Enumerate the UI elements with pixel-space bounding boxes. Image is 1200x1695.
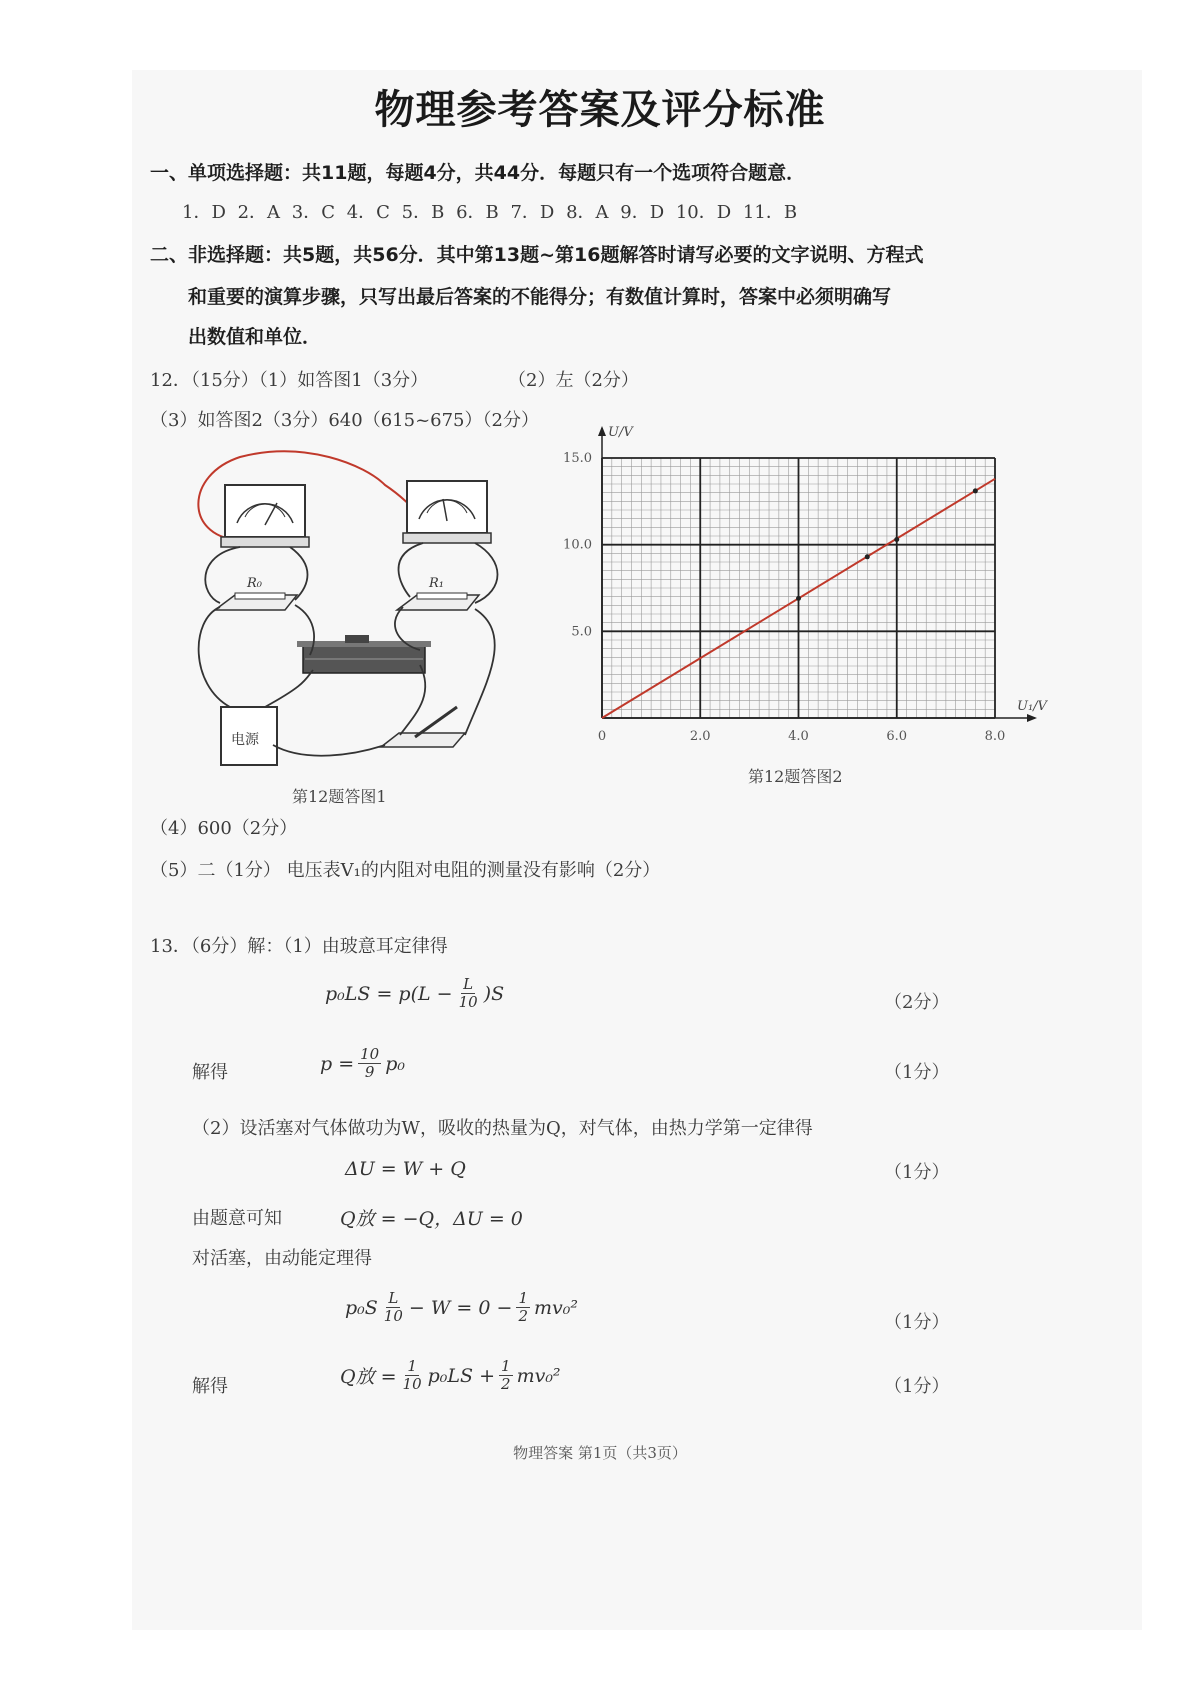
q13-score-6: （1分） <box>884 1376 950 1397</box>
q13-line3-label: 由题意可知 <box>192 1208 282 1229</box>
q13-equation-5 <box>345 1290 578 1325</box>
eq6-right: mv₀² <box>516 1364 561 1387</box>
eq1-fraction <box>457 976 480 1011</box>
eq5-denominator-1: 10 <box>383 1307 403 1325</box>
q13-label-jiede-1: 解得 <box>192 1062 228 1083</box>
data-point <box>894 537 899 542</box>
data-point <box>865 554 870 559</box>
x-axis-arrow-icon <box>1027 714 1037 722</box>
rheostat-icon <box>297 635 431 673</box>
eq6-denominator-2: 2 <box>501 1375 511 1393</box>
circuit-diagram <box>185 445 505 775</box>
x-tick-label: 0 <box>597 729 607 744</box>
q12-line2: （3）如答图2（3分）640（615~675）（2分） <box>150 410 539 431</box>
q13-equation-1 <box>325 976 504 1011</box>
x-tick-label: 6.0 <box>886 729 908 744</box>
eq6-mid: p₀LS + <box>427 1364 496 1387</box>
y-axis-arrow-icon <box>598 426 606 436</box>
section1-answers: 1．D 2．A 3．C 4．C 5．B 6．B 7．D 8．A 9．D 10．D 11．B <box>182 202 798 223</box>
eq6-left: Q放 = <box>340 1366 397 1388</box>
q12-line1a: 12．（15分）（1）如答图1（3分） <box>150 370 429 391</box>
resistor-r0-label: R₀ <box>247 576 262 591</box>
section2-heading-line3: 出数值和单位． <box>188 326 322 348</box>
q13-score-5: （1分） <box>884 1312 950 1333</box>
q13-label-jiede-2: 解得 <box>192 1376 228 1397</box>
eq6-numerator-2: 1 <box>501 1357 511 1375</box>
q12-line5: （5）二（1分） 电压表V₁的内阻对电阻的测量没有影响（2分） <box>150 860 661 881</box>
x-tick-label: 8.0 <box>984 729 1006 744</box>
eq2-denominator: 9 <box>364 1063 375 1081</box>
eq6-fraction-1 <box>401 1358 424 1393</box>
eq1-right: )S <box>483 982 505 1005</box>
eq5-right: mv₀² <box>533 1296 578 1319</box>
q13-equation-4: Q放 = −Q，ΔU = 0 <box>340 1208 523 1230</box>
eq6-fraction-2 <box>499 1358 513 1393</box>
resistor-r0-icon <box>215 593 297 610</box>
eq5-numerator-1: L <box>388 1289 399 1307</box>
data-point <box>796 596 801 601</box>
eq1-left: p₀LS = p(L − <box>325 982 453 1005</box>
q13-line2: （2）设活塞对气体做功为W，吸收的热量为Q，对气体，由热力学第一定律得 <box>192 1118 813 1139</box>
data-point <box>973 488 978 493</box>
q12-line1b: （2）左（2分） <box>508 370 639 391</box>
q13-score-1: （2分） <box>884 992 950 1013</box>
eq5-mid: − W = 0 − <box>408 1296 513 1319</box>
eq2-left: p = <box>320 1052 355 1075</box>
q13-line1: 13．（6分）解：（1）由玻意耳定律得 <box>150 936 448 957</box>
q13-score-2: （1分） <box>884 1062 950 1083</box>
switch-icon <box>381 707 465 747</box>
x-tick-label: 4.0 <box>788 729 809 744</box>
eq6-denominator-1: 10 <box>402 1375 422 1393</box>
figure2-caption: 第12题答图2 <box>748 767 843 786</box>
eq5-fraction-1 <box>382 1290 405 1325</box>
figure1-caption: 第12题答图1 <box>292 787 387 806</box>
page-footer: 物理答案 第1页（共3页） <box>513 1444 687 1462</box>
y-tick-label: 10.0 <box>563 537 592 553</box>
resistor-r1-label: R₁ <box>429 576 444 591</box>
q13-line4: 对活塞，由动能定理得 <box>192 1248 372 1269</box>
section1-heading: 一、单项选择题：共11题，每题4分，共44分．每题只有一个选项符合题意． <box>150 162 806 184</box>
x-axis-label: U₁/V <box>1017 699 1047 714</box>
q13-equation-2 <box>320 1046 405 1081</box>
eq5-left: p₀S <box>345 1296 378 1319</box>
eq6-numerator-1: 1 <box>407 1357 417 1375</box>
eq2-right: p₀ <box>385 1052 405 1075</box>
voltmeter-1-icon <box>221 485 309 547</box>
voltmeter-2-icon <box>403 481 491 543</box>
power-supply-label: 电源 <box>231 732 259 748</box>
eq5-numerator-2: 1 <box>518 1289 528 1307</box>
page-title: 物理参考答案及评分标准 <box>374 87 826 133</box>
eq2-fraction <box>358 1046 381 1081</box>
eq1-denominator: 10 <box>458 993 478 1011</box>
q13-equation-3: ΔU = W + Q <box>345 1158 466 1180</box>
q13-equation-6 <box>340 1358 561 1393</box>
eq5-denominator-2: 2 <box>518 1307 528 1325</box>
eq2-numerator: 10 <box>360 1045 380 1063</box>
y-axis-label: U/V <box>608 425 633 440</box>
section2-heading-line2: 和重要的演算步骤，只写出最后答案的不能得分；有数值计算时，答案中必须明确写 <box>188 286 892 308</box>
y-tick-label: 5.0 <box>571 624 592 640</box>
x-tick-label: 2.0 <box>689 729 711 744</box>
section2-heading-line1: 二、非选择题：共5题，共56分．其中第13题~第16题解答时请写必要的文字说明、方程式 <box>150 244 924 266</box>
u-u1-graph <box>540 420 1060 760</box>
q12-line4: （4）600（2分） <box>150 818 298 839</box>
y-tick-label: 15.0 <box>563 451 592 466</box>
eq1-numerator: L <box>463 975 474 993</box>
q13-score-3: （1分） <box>884 1162 950 1183</box>
eq5-fraction-2 <box>516 1290 530 1325</box>
